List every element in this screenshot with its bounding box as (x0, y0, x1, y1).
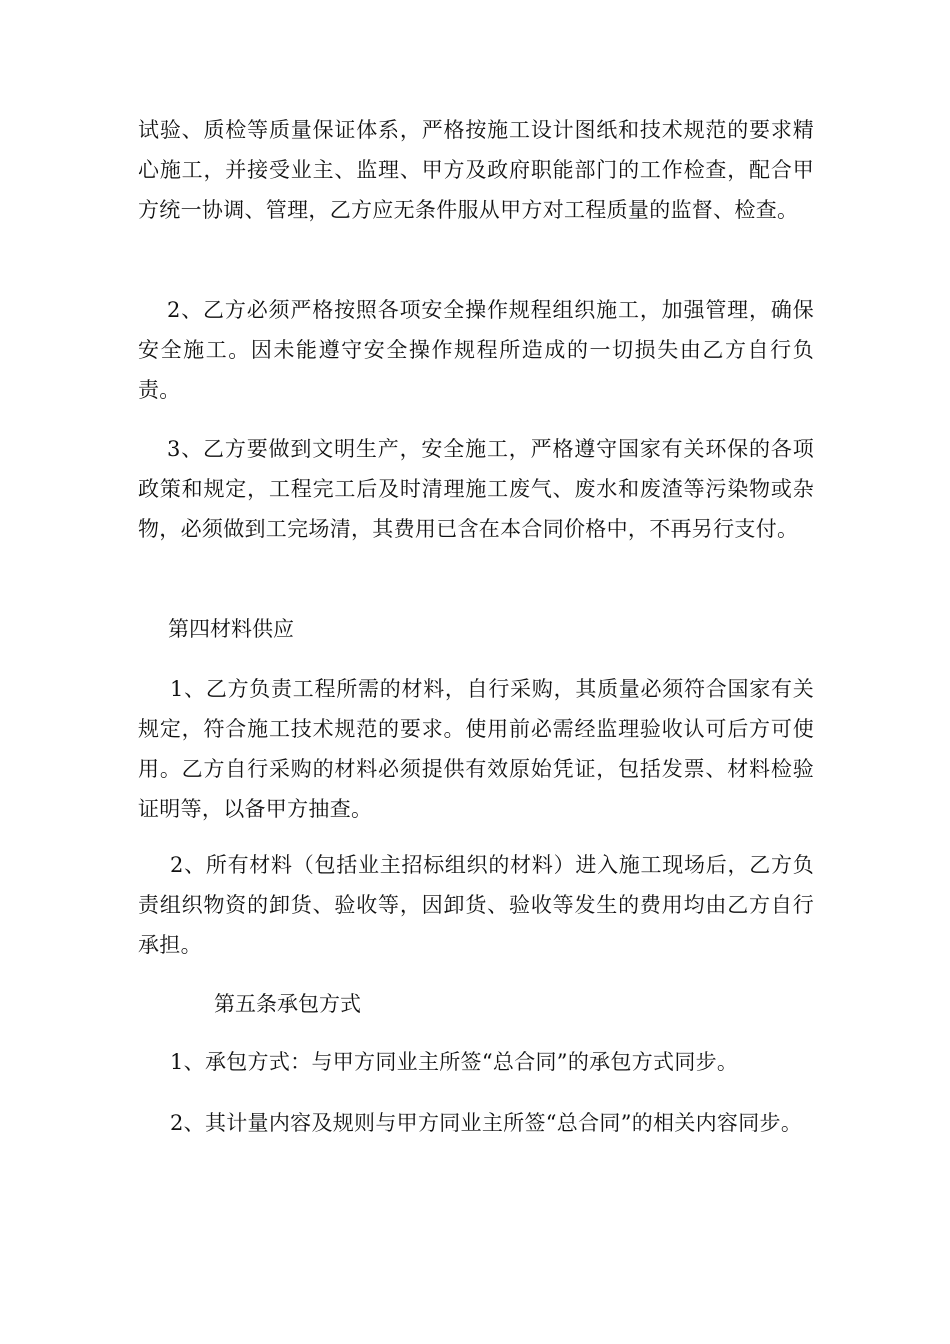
paragraph-contracting-method: 1、承包方式：与甲方同业主所签“总合同”的承包方式同步。 (170, 1050, 739, 1074)
paragraph-quality-system: 试验、质检等质量保证体系，严格按施工设计图纸和技术规范的要求精心施工，并接受业主、监理、甲方及政府职能部门的工作检查，配合甲方统一协调、管理，乙方应无条件服从甲方对工程质量的监督、检查。 (138, 118, 814, 222)
paragraph-material-purchase: 1、乙方负责工程所需的材料，自行采购，其质量必须符合国家有关规定，符合施工技术规范的要求。使用前必需经监理验收认可后方可使用。乙方自行采购的材料必须提供有效原始凭证，包括发票、材料检验证明等，以备甲方抽查。 (138, 677, 814, 821)
paragraph-civilized-construction: 3、乙方要做到文明生产，安全施工，严格遵守国家有关环保的各项政策和规定，工程完工后及时清理施工废气、废水和废渣等污染物或杂物，必须做到工完场清，其费用已含在本合同价格中，不再另行支付。 (138, 437, 814, 541)
section-heading-material-supply: 第四材料供应 (168, 617, 294, 641)
paragraph-safety-operation: 2、乙方必须严格按照各项安全操作规程组织施工，加强管理，确保安全施工。因未能遵守安全操作规程所造成的一切损失由乙方自行负责。 (138, 298, 814, 402)
paragraph-material-acceptance: 2、所有材料（包括业主招标组织的材料）进入施工现场后，乙方负责组织物资的卸货、验收等，因卸货、验收等发生的费用均由乙方自行承担。 (138, 853, 814, 957)
paragraph-measurement-rules: 2、其计量内容及规则与甲方同业主所签“总合同”的相关内容同步。 (170, 1111, 803, 1135)
section-heading-contracting-method: 第五条承包方式 (214, 992, 361, 1016)
